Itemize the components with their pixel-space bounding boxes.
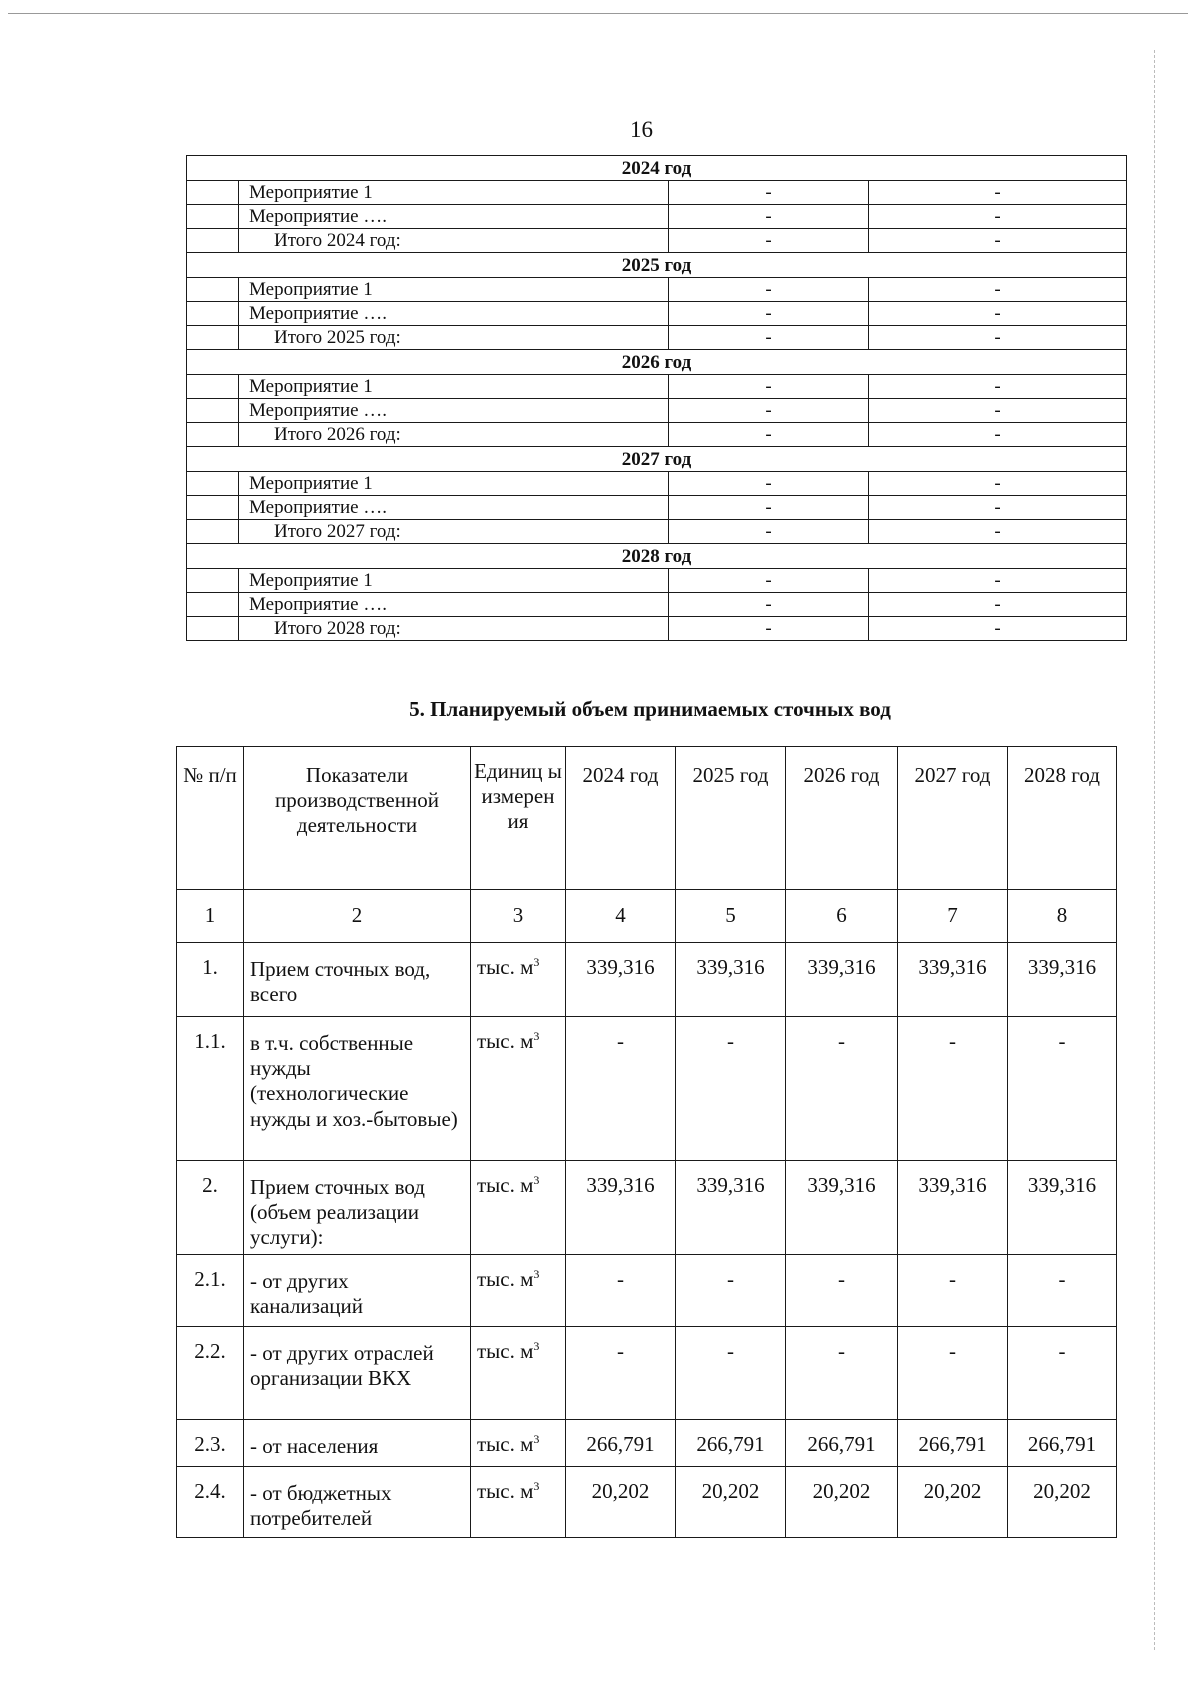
event-value: - — [869, 278, 1127, 302]
year-header-row — [187, 156, 1127, 181]
unit-exponent: 3 — [533, 1029, 540, 1043]
scan-binding-edge — [1132, 50, 1155, 1650]
event-value: - — [669, 593, 869, 617]
year-header-row — [187, 350, 1127, 375]
unit-text: тыс. м — [477, 1173, 534, 1197]
row-value: 339,316 — [1008, 943, 1117, 1017]
row-number: 1. — [177, 943, 244, 1017]
event-name: Мероприятие …. — [239, 399, 669, 423]
event-value: - — [869, 496, 1127, 520]
row-value: - — [1008, 1255, 1117, 1327]
event-name: Мероприятие 1 — [239, 181, 669, 205]
event-row — [187, 569, 1127, 593]
column-number: 6 — [786, 890, 898, 943]
event-value: - — [869, 569, 1127, 593]
column-number: 4 — [566, 890, 676, 943]
row-indicator: - от населения — [244, 1420, 471, 1467]
unit-text: тыс. м — [477, 955, 534, 979]
event-value: - — [669, 399, 869, 423]
row-value: 266,791 — [676, 1420, 786, 1467]
column-number: 5 — [676, 890, 786, 943]
row-value: 339,316 — [566, 1161, 676, 1255]
row-unit — [471, 1161, 566, 1255]
event-value: - — [869, 302, 1127, 326]
row-unit — [471, 1420, 566, 1467]
year-header-row — [187, 544, 1127, 569]
year-total-label: Итого 2025 год: — [239, 326, 669, 350]
row-value: 20,202 — [898, 1467, 1008, 1538]
event-value: - — [869, 399, 1127, 423]
header-year: 2025 год — [676, 747, 786, 890]
unit-text: тыс. м — [477, 1029, 534, 1053]
unit-text: тыс. м — [477, 1339, 534, 1363]
column-number: 3 — [471, 890, 566, 943]
event-row — [187, 472, 1127, 496]
unit-exponent: 3 — [533, 1173, 540, 1187]
unit-text: тыс. м — [477, 1432, 534, 1456]
year-title: 2026 год — [187, 350, 1127, 375]
event-value: - — [869, 205, 1127, 229]
row-value: - — [676, 1327, 786, 1420]
row-unit — [471, 1017, 566, 1161]
row-value: 20,202 — [566, 1467, 676, 1538]
event-blank-cell — [187, 569, 239, 593]
event-row — [187, 205, 1127, 229]
event-blank-cell — [187, 593, 239, 617]
volume-table-body — [177, 943, 1117, 1538]
event-blank-cell — [187, 229, 239, 253]
row-value: 339,316 — [786, 1161, 898, 1255]
header-year: 2027 год — [898, 747, 1008, 890]
event-value: - — [669, 375, 869, 399]
unit-exponent: 3 — [533, 1339, 540, 1353]
event-value: - — [669, 472, 869, 496]
column-number: 1 — [177, 890, 244, 943]
event-value: - — [869, 520, 1127, 544]
row-value: 266,791 — [1008, 1420, 1117, 1467]
event-value: - — [869, 326, 1127, 350]
event-name: Мероприятие 1 — [239, 375, 669, 399]
row-value: 266,791 — [566, 1420, 676, 1467]
event-value: - — [669, 278, 869, 302]
row-indicator: - от других отраслей организации ВКХ — [244, 1327, 471, 1420]
row-value: 266,791 — [898, 1420, 1008, 1467]
volume-row — [177, 1017, 1117, 1161]
header-year: 2024 год — [566, 747, 676, 890]
row-number: 2.4. — [177, 1467, 244, 1538]
event-blank-cell — [187, 496, 239, 520]
row-indicator: - от других канализаций — [244, 1255, 471, 1327]
event-value: - — [669, 181, 869, 205]
event-name: Мероприятие …. — [239, 205, 669, 229]
volume-row — [177, 943, 1117, 1017]
header-year: 2028 год — [1008, 747, 1117, 890]
events-table-body — [187, 156, 1127, 641]
row-number: 2.1. — [177, 1255, 244, 1327]
event-value: - — [869, 617, 1127, 641]
event-row — [187, 278, 1127, 302]
row-value: 339,316 — [898, 943, 1008, 1017]
event-value: - — [869, 181, 1127, 205]
event-value: - — [669, 229, 869, 253]
event-value: - — [869, 423, 1127, 447]
year-total-row — [187, 229, 1127, 253]
row-value: 20,202 — [1008, 1467, 1117, 1538]
event-name: Мероприятие 1 — [239, 472, 669, 496]
row-unit — [471, 1255, 566, 1327]
row-value: 339,316 — [676, 943, 786, 1017]
row-value: 20,202 — [676, 1467, 786, 1538]
row-value: - — [1008, 1017, 1117, 1161]
header-num: № п/п — [177, 747, 244, 890]
volume-table — [176, 746, 1117, 1538]
event-row — [187, 302, 1127, 326]
unit-exponent: 3 — [533, 1267, 540, 1281]
unit-text: тыс. м — [477, 1267, 534, 1291]
row-number: 2. — [177, 1161, 244, 1255]
header-indicator: Показатели производственной деятельности — [244, 747, 471, 890]
row-number: 2.2. — [177, 1327, 244, 1420]
column-numbers-row — [177, 890, 1117, 943]
event-blank-cell — [187, 399, 239, 423]
row-value: 339,316 — [786, 943, 898, 1017]
year-header-row — [187, 253, 1127, 278]
unit-exponent: 3 — [533, 1432, 540, 1446]
row-value: 339,316 — [566, 943, 676, 1017]
year-total-row — [187, 617, 1127, 641]
row-indicator: в т.ч. собственные нужды (технологические нужды и хоз.-бытовые) — [244, 1017, 471, 1161]
year-total-label: Итого 2028 год: — [239, 617, 669, 641]
volume-row — [177, 1420, 1117, 1467]
year-total-row — [187, 326, 1127, 350]
row-unit — [471, 1467, 566, 1538]
scan-top-edge — [8, 13, 1188, 14]
year-title: 2027 год — [187, 447, 1127, 472]
year-title: 2028 год — [187, 544, 1127, 569]
year-title: 2025 год — [187, 253, 1127, 278]
year-total-label: Итого 2026 год: — [239, 423, 669, 447]
event-value: - — [669, 205, 869, 229]
event-name: Мероприятие …. — [239, 496, 669, 520]
row-number: 2.3. — [177, 1420, 244, 1467]
event-value: - — [869, 375, 1127, 399]
row-value: - — [566, 1327, 676, 1420]
row-value: - — [566, 1017, 676, 1161]
event-value: - — [669, 617, 869, 641]
event-value: - — [869, 593, 1127, 617]
row-value: - — [676, 1017, 786, 1161]
row-indicator: - от бюджетных потребителей — [244, 1467, 471, 1538]
event-value: - — [669, 569, 869, 593]
event-name: Мероприятие 1 — [239, 278, 669, 302]
header-unit: Единиц ы измерен ия — [471, 747, 566, 890]
event-value: - — [869, 229, 1127, 253]
column-number: 2 — [244, 890, 471, 943]
page-number: 16 — [630, 117, 653, 142]
header-year: 2026 год — [786, 747, 898, 890]
year-title: 2024 год — [187, 156, 1127, 181]
event-blank-cell — [187, 302, 239, 326]
row-value: - — [786, 1017, 898, 1161]
row-indicator: Прием сточных вод (объем реализации услуги): — [244, 1161, 471, 1255]
row-value: - — [786, 1255, 898, 1327]
year-total-label: Итого 2027 год: — [239, 520, 669, 544]
row-value: - — [898, 1255, 1008, 1327]
event-blank-cell — [187, 472, 239, 496]
unit-text: тыс. м — [477, 1479, 534, 1503]
row-value: - — [898, 1327, 1008, 1420]
row-value: 339,316 — [898, 1161, 1008, 1255]
unit-exponent: 3 — [533, 955, 540, 969]
row-value: - — [566, 1255, 676, 1327]
event-blank-cell — [187, 181, 239, 205]
event-name: Мероприятие …. — [239, 593, 669, 617]
event-blank-cell — [187, 423, 239, 447]
event-row — [187, 593, 1127, 617]
event-row — [187, 496, 1127, 520]
event-blank-cell — [187, 205, 239, 229]
volume-row — [177, 1327, 1117, 1420]
events-table — [186, 155, 1127, 641]
row-value: 20,202 — [786, 1467, 898, 1538]
event-blank-cell — [187, 278, 239, 302]
event-row — [187, 399, 1127, 423]
section-title: 5. Планируемый объем принимаемых сточных вод — [409, 697, 891, 721]
row-unit — [471, 943, 566, 1017]
event-blank-cell — [187, 520, 239, 544]
column-number: 7 — [898, 890, 1008, 943]
row-value: - — [676, 1255, 786, 1327]
year-total-row — [187, 520, 1127, 544]
event-value: - — [669, 326, 869, 350]
volume-row — [177, 1161, 1117, 1255]
row-value: 266,791 — [786, 1420, 898, 1467]
row-value: - — [786, 1327, 898, 1420]
event-value: - — [669, 423, 869, 447]
year-total-label: Итого 2024 год: — [239, 229, 669, 253]
row-indicator: Прием сточных вод, всего — [244, 943, 471, 1017]
unit-exponent: 3 — [533, 1479, 540, 1493]
event-row — [187, 375, 1127, 399]
row-value: - — [898, 1017, 1008, 1161]
event-value: - — [669, 520, 869, 544]
row-value: 339,316 — [1008, 1161, 1117, 1255]
event-name: Мероприятие …. — [239, 302, 669, 326]
year-header-row — [187, 447, 1127, 472]
row-unit — [471, 1327, 566, 1420]
event-value: - — [669, 496, 869, 520]
row-number: 1.1. — [177, 1017, 244, 1161]
event-name: Мероприятие 1 — [239, 569, 669, 593]
event-value: - — [669, 302, 869, 326]
volume-table-header-row — [177, 747, 1117, 890]
event-blank-cell — [187, 326, 239, 350]
row-value: 339,316 — [676, 1161, 786, 1255]
event-value: - — [869, 472, 1127, 496]
event-row — [187, 181, 1127, 205]
row-value: - — [1008, 1327, 1117, 1420]
volume-row — [177, 1467, 1117, 1538]
column-number: 8 — [1008, 890, 1117, 943]
volume-row — [177, 1255, 1117, 1327]
year-total-row — [187, 423, 1127, 447]
event-blank-cell — [187, 375, 239, 399]
event-blank-cell — [187, 617, 239, 641]
